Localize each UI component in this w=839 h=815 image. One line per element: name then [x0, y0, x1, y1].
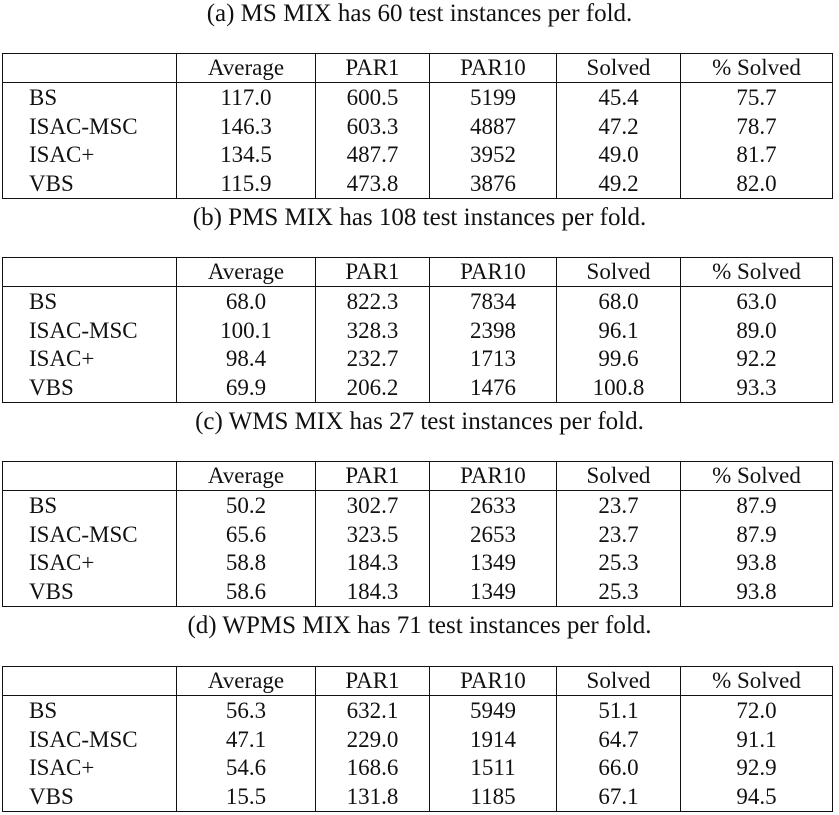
cell-par1: 229.0	[316, 726, 430, 755]
cell-average: 65.6	[177, 521, 316, 550]
table-row	[3, 696, 833, 726]
table-row	[3, 578, 833, 607]
cell-par1: 632.1	[316, 696, 430, 726]
cell-average: 54.6	[177, 754, 316, 783]
row-label: ISAC+	[3, 754, 177, 783]
cell-par10: 4887	[430, 113, 557, 142]
cell-average: 134.5	[177, 141, 316, 170]
row-label: BS	[3, 491, 177, 521]
header-row	[3, 54, 833, 83]
cell-average: 15.5	[177, 783, 316, 812]
header-empty	[3, 462, 177, 491]
table-row	[3, 83, 833, 113]
row-label: VBS	[3, 374, 177, 403]
table-row	[3, 491, 833, 521]
cell-solved: 68.0	[557, 287, 681, 317]
row-label: BS	[3, 696, 177, 726]
table-row	[3, 549, 833, 578]
header-average: Average	[177, 462, 316, 491]
table-b-caption: (b) PMS MIX has 108 test instances per fold.	[192, 204, 647, 231]
row-label: ISAC+	[3, 141, 177, 170]
table-row	[3, 317, 833, 346]
cell-par10: 2633	[430, 491, 557, 521]
cell-par1: 184.3	[316, 549, 430, 578]
cell-average: 115.9	[177, 170, 316, 199]
cell-par10: 1476	[430, 374, 557, 403]
cell-pct-solved: 93.8	[681, 549, 833, 578]
cell-solved: 100.8	[557, 374, 681, 403]
cell-par10: 1349	[430, 549, 557, 578]
cell-pct-solved: 75.7	[681, 83, 833, 113]
cell-pct-solved: 87.9	[681, 491, 833, 521]
header-par1: PAR1	[316, 258, 430, 287]
cell-par10: 3952	[430, 141, 557, 170]
header-pct-solved: % Solved	[681, 54, 833, 83]
header-row	[3, 462, 833, 491]
cell-solved: 96.1	[557, 317, 681, 346]
cell-average: 68.0	[177, 287, 316, 317]
cell-solved: 49.0	[557, 141, 681, 170]
table-row	[3, 521, 833, 550]
cell-pct-solved: 82.0	[681, 170, 833, 199]
cell-par1: 323.5	[316, 521, 430, 550]
cell-par10: 2653	[430, 521, 557, 550]
cell-average: 98.4	[177, 345, 316, 374]
cell-par10: 1511	[430, 754, 557, 783]
cell-pct-solved: 93.3	[681, 374, 833, 403]
header-row	[3, 258, 833, 287]
cell-pct-solved: 81.7	[681, 141, 833, 170]
cell-solved: 23.7	[557, 491, 681, 521]
cell-par1: 302.7	[316, 491, 430, 521]
header-solved: Solved	[557, 667, 681, 696]
row-label: ISAC-MSC	[3, 113, 177, 142]
row-label: ISAC+	[3, 345, 177, 374]
cell-par1: 232.7	[316, 345, 430, 374]
row-label: VBS	[3, 170, 177, 199]
table-row	[3, 141, 833, 170]
cell-average: 50.2	[177, 491, 316, 521]
cell-par1: 600.5	[316, 83, 430, 113]
row-label: ISAC-MSC	[3, 521, 177, 550]
cell-solved: 25.3	[557, 549, 681, 578]
cell-par10: 1349	[430, 578, 557, 607]
table-row	[3, 374, 833, 403]
cell-average: 56.3	[177, 696, 316, 726]
cell-average: 58.6	[177, 578, 316, 607]
cell-average: 146.3	[177, 113, 316, 142]
cell-pct-solved: 91.1	[681, 726, 833, 755]
cell-pct-solved: 78.7	[681, 113, 833, 142]
cell-pct-solved: 63.0	[681, 287, 833, 317]
cell-par10: 5199	[430, 83, 557, 113]
row-label: ISAC-MSC	[3, 317, 177, 346]
row-label: BS	[3, 83, 177, 113]
cell-par1: 184.3	[316, 578, 430, 607]
cell-par1: 206.2	[316, 374, 430, 403]
cell-solved: 99.6	[557, 345, 681, 374]
row-label: BS	[3, 287, 177, 317]
header-empty	[3, 54, 177, 83]
cell-average: 117.0	[177, 83, 316, 113]
table-row	[3, 754, 833, 783]
cell-pct-solved: 92.9	[681, 754, 833, 783]
header-pct-solved: % Solved	[681, 667, 833, 696]
header-par1: PAR1	[316, 667, 430, 696]
cell-par10: 5949	[430, 696, 557, 726]
table-row	[3, 783, 833, 812]
cell-solved: 66.0	[557, 754, 681, 783]
cell-solved: 51.1	[557, 696, 681, 726]
cell-pct-solved: 94.5	[681, 783, 833, 812]
header-par10: PAR10	[430, 54, 557, 83]
cell-par1: 487.7	[316, 141, 430, 170]
cell-par10: 1185	[430, 783, 557, 812]
header-average: Average	[177, 258, 316, 287]
cell-pct-solved: 89.0	[681, 317, 833, 346]
header-par10: PAR10	[430, 462, 557, 491]
table-row	[3, 345, 833, 374]
header-par1: PAR1	[316, 54, 430, 83]
cell-par1: 473.8	[316, 170, 430, 199]
header-solved: Solved	[557, 54, 681, 83]
cell-par1: 822.3	[316, 287, 430, 317]
cell-par10: 2398	[430, 317, 557, 346]
table-row	[3, 170, 833, 199]
cell-average: 69.9	[177, 374, 316, 403]
cell-pct-solved: 72.0	[681, 696, 833, 726]
cell-solved: 23.7	[557, 521, 681, 550]
table-row	[3, 113, 833, 142]
cell-average: 47.1	[177, 726, 316, 755]
table-a-ms-mix	[2, 53, 833, 199]
header-average: Average	[177, 54, 316, 83]
table-row	[3, 726, 833, 755]
cell-par10: 1914	[430, 726, 557, 755]
cell-par1: 603.3	[316, 113, 430, 142]
cell-par10: 7834	[430, 287, 557, 317]
header-pct-solved: % Solved	[681, 258, 833, 287]
table-row	[3, 287, 833, 317]
cell-solved: 67.1	[557, 783, 681, 812]
row-label: VBS	[3, 578, 177, 607]
header-solved: Solved	[557, 258, 681, 287]
cell-solved: 64.7	[557, 726, 681, 755]
row-label: VBS	[3, 783, 177, 812]
cell-solved: 25.3	[557, 578, 681, 607]
cell-par10: 1713	[430, 345, 557, 374]
cell-solved: 49.2	[557, 170, 681, 199]
table-b-pms-mix	[2, 257, 833, 403]
cell-pct-solved: 92.2	[681, 345, 833, 374]
cell-solved: 47.2	[557, 113, 681, 142]
cell-pct-solved: 93.8	[681, 578, 833, 607]
table-c-caption: (c) WMS MIX has 27 test instances per fold.	[195, 408, 644, 435]
cell-par10: 3876	[430, 170, 557, 199]
header-par10: PAR10	[430, 258, 557, 287]
table-c-wms-mix	[2, 461, 833, 607]
cell-par1: 168.6	[316, 754, 430, 783]
cell-average: 58.8	[177, 549, 316, 578]
table-a-caption: (a) MS MIX has 60 test instances per fold.	[206, 0, 633, 27]
header-row	[3, 667, 833, 696]
cell-par1: 328.3	[316, 317, 430, 346]
header-empty	[3, 667, 177, 696]
cell-average: 100.1	[177, 317, 316, 346]
cell-par1: 131.8	[316, 783, 430, 812]
header-par10: PAR10	[430, 667, 557, 696]
row-label: ISAC+	[3, 549, 177, 578]
header-pct-solved: % Solved	[681, 462, 833, 491]
header-average: Average	[177, 667, 316, 696]
cell-solved: 45.4	[557, 83, 681, 113]
row-label: ISAC-MSC	[3, 726, 177, 755]
header-empty	[3, 258, 177, 287]
table-d-wpms-mix	[2, 666, 833, 812]
header-par1: PAR1	[316, 462, 430, 491]
cell-pct-solved: 87.9	[681, 521, 833, 550]
header-solved: Solved	[557, 462, 681, 491]
table-d-caption: (d) WPMS MIX has 71 test instances per fold.	[187, 612, 652, 639]
